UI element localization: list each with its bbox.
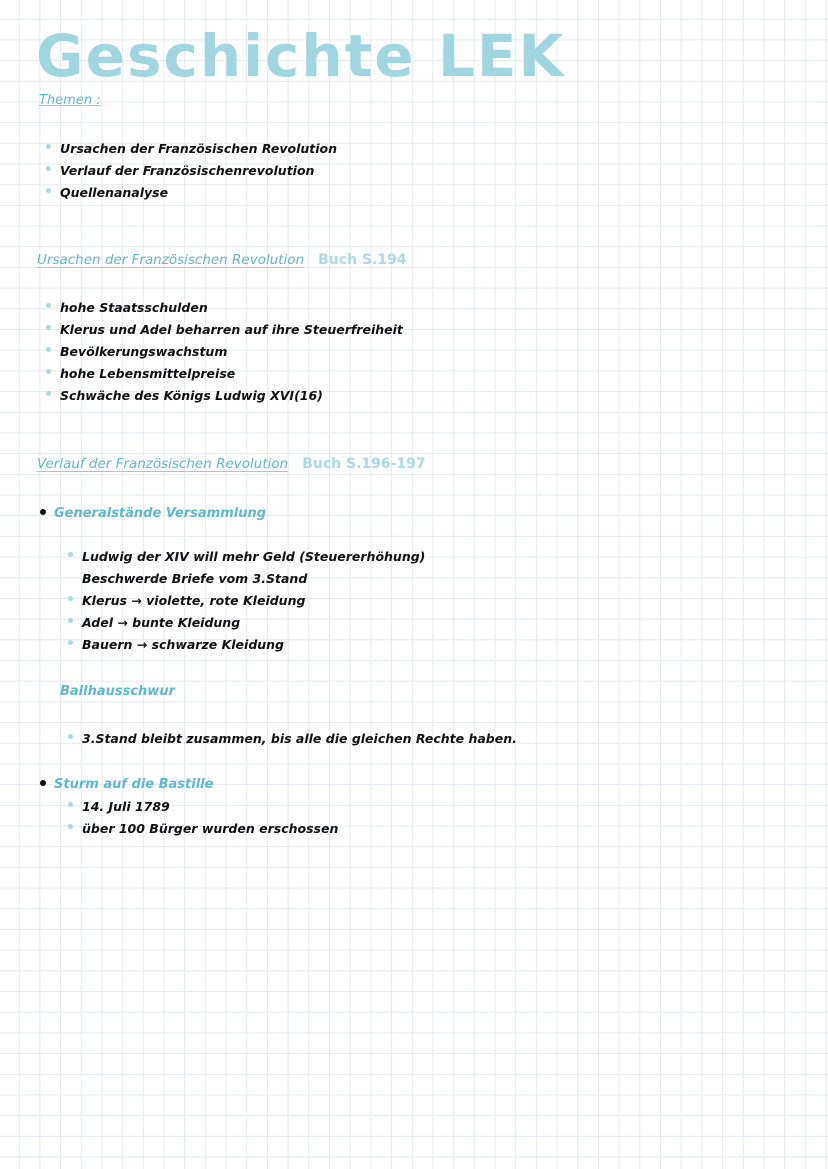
list-item: 3.Stand bleibt zusammen, bis alle die gleichen Rechte haben. bbox=[62, 728, 517, 750]
continuation-text: Beschwerde Briefe vom 3.Stand bbox=[82, 571, 308, 586]
list-item: Verlauf der Französischenrevolution bbox=[40, 160, 337, 182]
list-item bbox=[34, 773, 213, 796]
list-item: Klerus → violette, rote Kleidung bbox=[62, 590, 425, 612]
generalstaende-label: Generalstände Versammlung bbox=[54, 506, 267, 521]
list-item: hohe Staatsschulden bbox=[40, 297, 403, 319]
ballhaus-list bbox=[62, 728, 517, 750]
verlauf-heading bbox=[37, 456, 426, 472]
generalstaende-list bbox=[62, 546, 425, 656]
ursachen-heading-text: Ursachen der Französischen Revolution bbox=[37, 252, 305, 268]
generalstaende-bullet bbox=[34, 502, 266, 525]
verlauf-book-ref: Buch S.196-197 bbox=[302, 456, 426, 472]
themen-label: Themen : bbox=[39, 93, 101, 108]
ursachen-book-ref: Buch S.194 bbox=[318, 252, 407, 268]
bastille-label: Sturm auf die Bastille bbox=[54, 777, 214, 792]
ursachen-list bbox=[40, 297, 403, 407]
list-item: Ursachen der Französischen Revolution bbox=[40, 138, 337, 160]
bastille-bullet bbox=[34, 773, 213, 796]
ursachen-heading bbox=[37, 252, 407, 268]
list-item: Schwäche des Königs Ludwig XVI(16) bbox=[40, 385, 403, 407]
list-item: hohe Lebensmittelpreise bbox=[40, 363, 403, 385]
list-item bbox=[34, 502, 266, 525]
page-title: Geschichte LEK bbox=[36, 22, 566, 90]
bastille-list bbox=[62, 796, 338, 840]
list-item: Klerus und Adel beharren auf ihre Steuerfreiheit bbox=[40, 319, 403, 341]
verlauf-heading-text: Verlauf der Französischen Revolution bbox=[37, 456, 289, 472]
list-item: Bauern → schwarze Kleidung bbox=[62, 634, 425, 656]
list-item: 14. Juli 1789 bbox=[62, 796, 338, 818]
list-item-continuation bbox=[62, 568, 425, 590]
list-item: über 100 Bürger wurden erschossen bbox=[62, 818, 338, 840]
list-item: Quellenanalyse bbox=[40, 182, 337, 204]
list-item: Bevölkerungswachstum bbox=[40, 341, 403, 363]
list-item: Adel → bunte Kleidung bbox=[62, 612, 425, 634]
list-item: Ludwig der XIV will mehr Geld (Steuererhöhung) bbox=[62, 546, 425, 568]
ballhaus-label: Ballhausschwur bbox=[60, 684, 175, 699]
themen-list bbox=[40, 138, 337, 204]
